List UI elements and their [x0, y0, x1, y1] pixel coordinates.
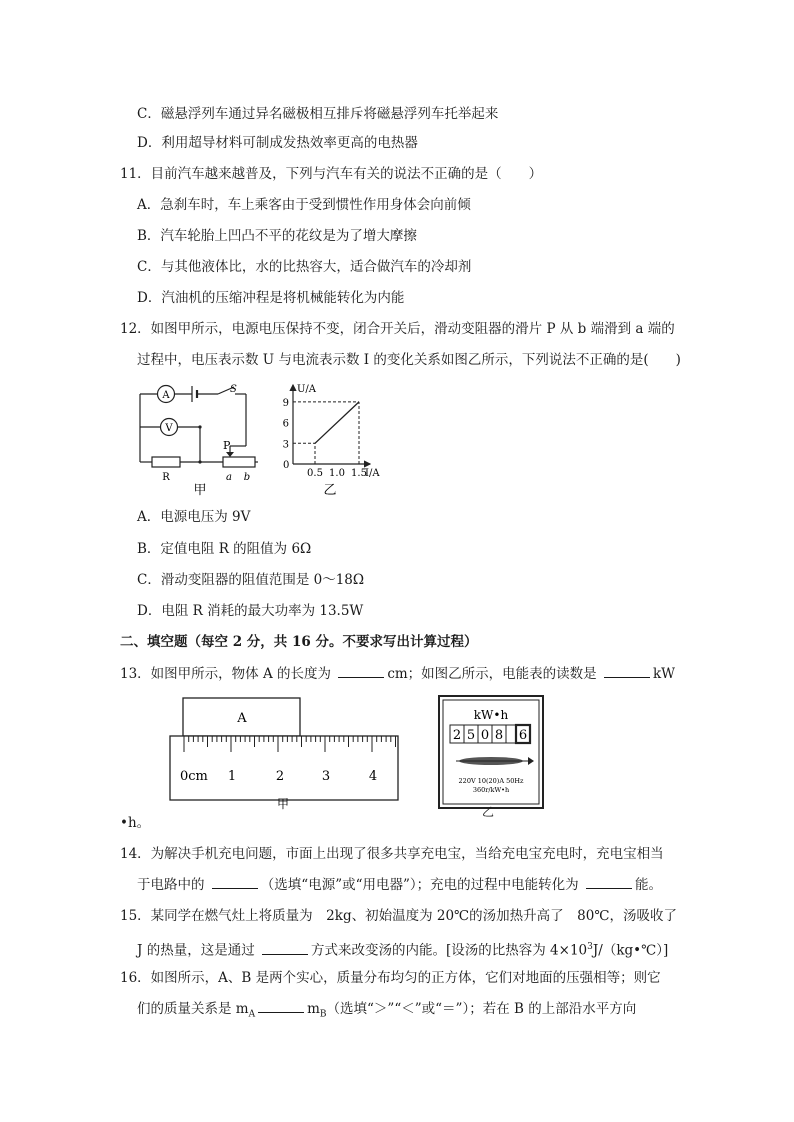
q16-line2b: m: [307, 1001, 320, 1017]
meter-digit-3: 0: [480, 728, 490, 743]
end-b-label: b: [243, 472, 251, 483]
q12-option-b: B．定值电阻 R 的阻值为 6Ω: [137, 541, 312, 557]
q13-stem-c: kW: [652, 666, 676, 682]
q16-sub-b: B: [319, 1009, 327, 1020]
ruler-label-3: 3: [321, 769, 331, 784]
q15-line2: [137, 938, 668, 960]
ruler-label-4: 4: [368, 769, 378, 784]
circuit-diagram: [130, 380, 265, 498]
circuit-caption: 甲: [193, 483, 207, 498]
u-i-graph: [275, 380, 390, 498]
q13-stem-b: cm；如图乙所示，电能表的读数是: [387, 666, 601, 682]
q11-option-a: A．急刹车时，车上乘客由于受到惯性作用身体会向前倾: [137, 197, 471, 213]
x-axis-label: I/A: [365, 468, 380, 479]
q14-line2b: （选填“电源”或“用电器”）；充电的过程中电能转化为: [260, 877, 583, 893]
meter-digit-2: 5: [466, 728, 476, 743]
y-tick-label-1: 3: [282, 439, 289, 451]
slider-label: P: [223, 439, 231, 452]
q12-option-a: A．电源电压为 9V: [137, 509, 251, 525]
q15-line1: 15．某同学在燃气灶上将质量为 2kg、初始温度为 20℃的汤加热升高了 80℃，汤吸收了: [120, 908, 677, 924]
q16-line2c: （选填“＞”“＜”或“＝”）；若在 B 的上部沿水平方向: [326, 1001, 637, 1017]
q14-line1: 14．为解决手机充电问题，市面上出现了很多共享充电宝，当给充电宝充电时，充电宝相当: [120, 846, 664, 862]
q13-stem-a: 13．如图甲所示，物体 A 的长度为: [120, 666, 336, 682]
q14-line2c: 能。: [634, 877, 662, 893]
q14-blank-1[interactable]: [212, 876, 258, 889]
ruler-figure: [165, 695, 400, 810]
q14-line2a: 于电路中的: [137, 877, 209, 893]
q16-line1: 16．如图所示，A、B 是两个实心，质量分布均匀的正方体，它们对地面的压强相等；则它: [120, 970, 661, 986]
q11-option-c: C．与其他液体比，水的比热容大，适合做汽车的冷却剂: [137, 259, 472, 275]
ruler-label-0: 0cm: [180, 769, 208, 784]
q15-line2a: J 的热量，这是通过: [137, 942, 259, 959]
ammeter-label: A: [162, 390, 170, 401]
slider-arrow: [226, 452, 234, 457]
meter-unit: kW•h: [473, 708, 509, 722]
y-tick-label-3: 9: [282, 397, 289, 409]
q15-line2b: 方式来改变汤的内能。[设汤的比热容为 4×10: [311, 942, 588, 959]
rheostat: [223, 457, 255, 467]
q10-option-c: C．磁悬浮列车通过异名磁极相互排斥将磁悬浮列车托举起来: [137, 106, 499, 122]
q13-blank-meter[interactable]: [604, 665, 650, 678]
q15-line2c: J/（kg•℃）]: [592, 942, 669, 959]
voltmeter-label: V: [165, 423, 173, 434]
resistor-label: R: [162, 472, 170, 483]
q15-exponent: 3: [587, 942, 593, 952]
energy-meter-figure: [438, 695, 544, 815]
resistor-r: [152, 457, 180, 467]
q16-sub-a: A: [248, 1009, 256, 1020]
origin-label: 0: [283, 460, 290, 471]
block-a-label: A: [237, 711, 247, 726]
meter-caption: 乙: [482, 805, 495, 819]
meter-digit-1: 2: [452, 728, 462, 743]
graph-caption: 乙: [323, 483, 337, 498]
x-tick-label-2: 1.5: [351, 468, 367, 479]
ruler-label-2: 2: [275, 769, 285, 784]
section-title-fill-blank: 二、填空题（每空 2 分，共 16 分。不要求写出计算过程）: [120, 634, 478, 650]
q12-stem-line2: 过程中，电压表示数 U 与电流表示数 I 的变化关系如图乙所示，下列说法不正确的是( ): [137, 352, 681, 368]
q10-option-d: D．利用超导材料可制成发热效率更高的电热器: [137, 135, 418, 151]
q13-blank-length[interactable]: [338, 665, 384, 678]
meter-spec-1: 220V 10(20)A 50Hz: [458, 777, 524, 785]
meter-digit-4: 8: [494, 728, 504, 743]
q12-option-d: D．电阻 R 消耗的最大功率为 13.5W: [137, 603, 364, 619]
meter-digits: [450, 725, 530, 743]
q16-blank-relation[interactable]: [258, 1000, 304, 1013]
q11-option-d: D．汽油机的压缩冲程是将机械能转化为内能: [137, 290, 405, 306]
y-axis-label: U/A: [297, 384, 317, 395]
q11-option-b: B．汽车轮胎上凹凸不平的花纹是为了增大摩擦: [137, 228, 417, 244]
switch-label: S: [230, 384, 237, 395]
q16-line2: [137, 1000, 636, 1024]
ruler-body: [170, 736, 398, 800]
x-tick-label-1: 1.0: [329, 468, 345, 479]
q16-line2a: 们的质量关系是 m: [137, 1001, 249, 1017]
ruler-label-1: 1: [227, 769, 237, 784]
q14-blank-2[interactable]: [586, 876, 632, 889]
meter-spec-2: 360r/kW•h: [472, 786, 510, 794]
q14-line2: [137, 876, 662, 894]
q13-stem-continued: •h。: [120, 815, 151, 831]
q11-stem: 11．目前汽车越来越普及，下列与汽车有关的说法不正确的是（ ）: [120, 166, 543, 182]
ruler-caption: 甲: [276, 797, 290, 810]
x-tick-label-0: 0.5: [307, 468, 323, 479]
q12-stem-line1: 12．如图甲所示，电源电压保持不变，闭合开关后，滑动变阻器的滑片 P 从 b 端滑到 a 端的: [120, 321, 675, 337]
y-tick-label-2: 6: [282, 418, 289, 430]
end-a-label: a: [226, 472, 232, 483]
meter-digit-5: 6: [518, 728, 528, 743]
q13-stem: [120, 665, 675, 683]
series-line-0: [315, 402, 359, 443]
q12-option-c: C．滑动变阻器的阻值范围是 0～18Ω: [137, 572, 365, 588]
q15-blank-method[interactable]: [262, 942, 308, 955]
